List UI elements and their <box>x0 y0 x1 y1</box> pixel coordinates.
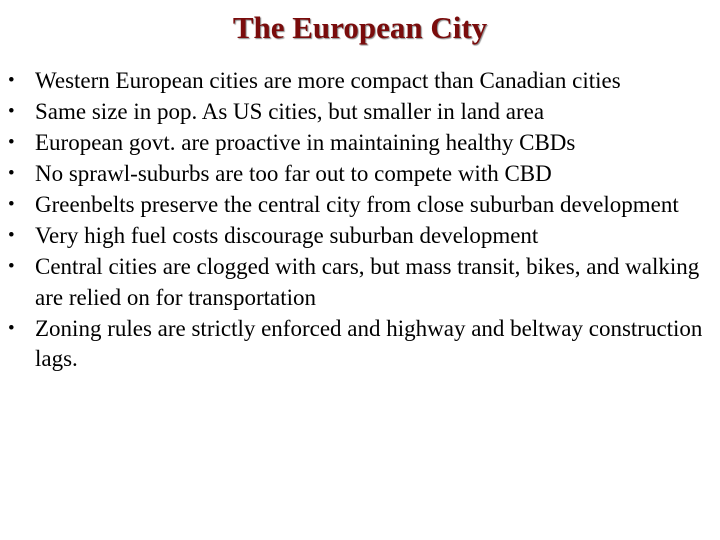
bullet-item <box>8 159 712 190</box>
bullet-text: Central cities are clogged with cars, but mass transit, bikes, and walking are relied on for transportation <box>35 254 700 310</box>
bullet-text: Same size in pop. As US cities, but smaller in land area <box>35 99 545 124</box>
bullet-dot-icon: • <box>8 194 15 215</box>
bullet-item <box>8 252 712 313</box>
bullet-dot-icon: • <box>8 225 15 246</box>
bullet-dot-icon: • <box>8 256 15 277</box>
bullet-item <box>8 97 712 128</box>
bullet-item <box>8 128 712 159</box>
bullet-text: Western European cities are more compact than Canadian cities <box>35 68 621 93</box>
bullet-item <box>8 314 712 375</box>
bullet-text: Very high fuel costs discourage suburban development <box>35 223 539 248</box>
bullet-item <box>8 221 712 252</box>
bullet-dot-icon: • <box>8 101 15 122</box>
slide-title: The European City <box>232 10 488 45</box>
bullet-dot-icon: • <box>8 163 15 184</box>
bullet-text: Zoning rules are strictly enforced and highway and beltway construction lags. <box>35 315 703 371</box>
bullet-text: Greenbelts preserve the central city from close suburban development <box>35 192 679 217</box>
bullet-dot-icon: • <box>8 132 15 153</box>
bullet-item <box>8 66 712 97</box>
bullet-text: No sprawl-suburbs are too far out to compete with CBD <box>35 161 552 186</box>
bullet-text: European govt. are proactive in maintaining healthy CBDs <box>35 130 576 155</box>
bullet-dot-icon: • <box>8 70 15 91</box>
bullet-list <box>8 66 712 375</box>
bullet-dot-icon: • <box>8 317 15 339</box>
bullet-item <box>8 190 712 221</box>
